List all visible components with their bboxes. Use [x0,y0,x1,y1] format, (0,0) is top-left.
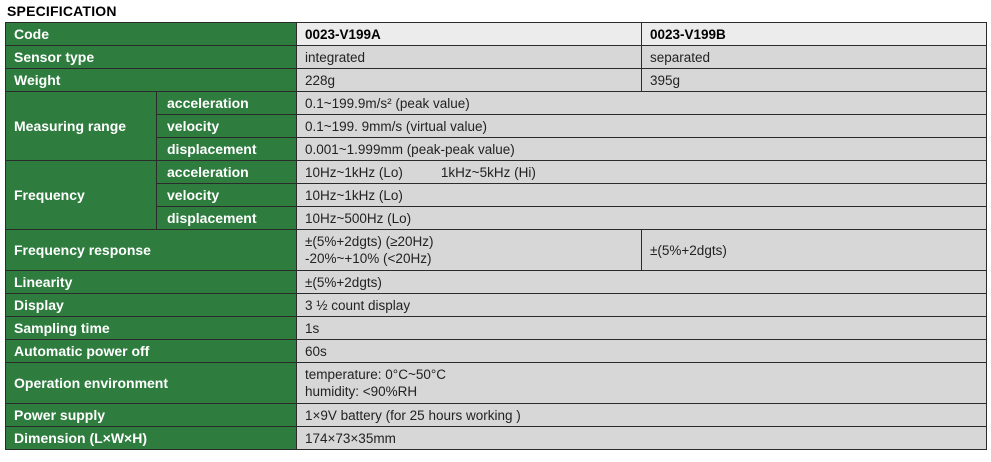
frequency-acceleration-value [297,161,987,184]
linearity-value: ±(5%+2dgts) [297,271,987,294]
auto-power-off-value: 60s [297,340,987,363]
table-row-code [6,23,987,46]
page-title: SPECIFICATION [7,3,117,19]
sensor-type-a: integrated [297,46,642,69]
table-row-weight [6,69,987,92]
frequency-response-a [297,230,642,271]
table-row-frequency-acceleration [6,161,987,184]
operation-env-value [297,363,987,404]
measuring-velocity-value: 0.1~199. 9mm/s (virtual value) [297,115,987,138]
frequency-response-label: Frequency response [6,230,297,271]
weight-a: 228g [297,69,642,92]
power-supply-label: Power supply [6,404,297,427]
table-row-linearity [6,271,987,294]
frequency-acceleration-lo: 10Hz~1kHz (Lo) [305,164,403,180]
sampling-time-value: 1s [297,317,987,340]
table-row-dimension [6,427,987,450]
linearity-label: Linearity [6,271,297,294]
table-row-power-supply [6,404,987,427]
dimension-label: Dimension (L×W×H) [6,427,297,450]
frequency-response-a-line1: ±(5%+2dgts) (≥20Hz) [305,234,434,249]
frequency-acceleration-label: acceleration [157,161,297,184]
measuring-acceleration-value: 0.1~199.9m/s² (peak value) [297,92,987,115]
frequency-velocity-value: 10Hz~1kHz (Lo) [297,184,987,207]
frequency-label: Frequency [6,161,157,230]
code-a: 0023-V199A [297,23,642,46]
code-b: 0023-V199B [642,23,987,46]
frequency-response-a-line2: -20%~+10% (<20Hz) [305,251,432,266]
frequency-displacement-label: displacement [157,207,297,230]
frequency-velocity-label: velocity [157,184,297,207]
table-row-frequency-response [6,230,987,271]
power-supply-value: 1×9V battery (for 25 hours working ) [297,404,987,427]
weight-label: Weight [6,69,297,92]
measuring-displacement-value: 0.001~1.999mm (peak-peak value) [297,138,987,161]
table-row-display [6,294,987,317]
weight-b: 395g [642,69,987,92]
frequency-displacement-value: 10Hz~500Hz (Lo) [297,207,987,230]
table-row-measuring-acceleration [6,92,987,115]
spec-table [5,22,987,450]
sensor-type-b: separated [642,46,987,69]
sensor-type-label: Sensor type [6,46,297,69]
display-value: 3 ½ count display [297,294,987,317]
table-row-operation-environment [6,363,987,404]
frequency-acceleration-hi: 1kHz~5kHz (Hi) [440,164,536,180]
operation-env-line2: humidity: <90%RH [305,384,418,399]
sampling-time-label: Sampling time [6,317,297,340]
measuring-displacement-label: displacement [157,138,297,161]
frequency-response-b: ±(5%+2dgts) [642,230,987,271]
table-row-auto-power-off [6,340,987,363]
operation-env-line1: temperature: 0°C~50°C [305,367,446,382]
table-row-sensor-type [6,46,987,69]
measuring-velocity-label: velocity [157,115,297,138]
table-row-sampling-time [6,317,987,340]
measuring-acceleration-label: acceleration [157,92,297,115]
dimension-value: 174×73×35mm [297,427,987,450]
measuring-range-label: Measuring range [6,92,157,161]
auto-power-off-label: Automatic power off [6,340,297,363]
code-label: Code [6,23,297,46]
operation-env-label: Operation environment [6,363,297,404]
display-label: Display [6,294,297,317]
